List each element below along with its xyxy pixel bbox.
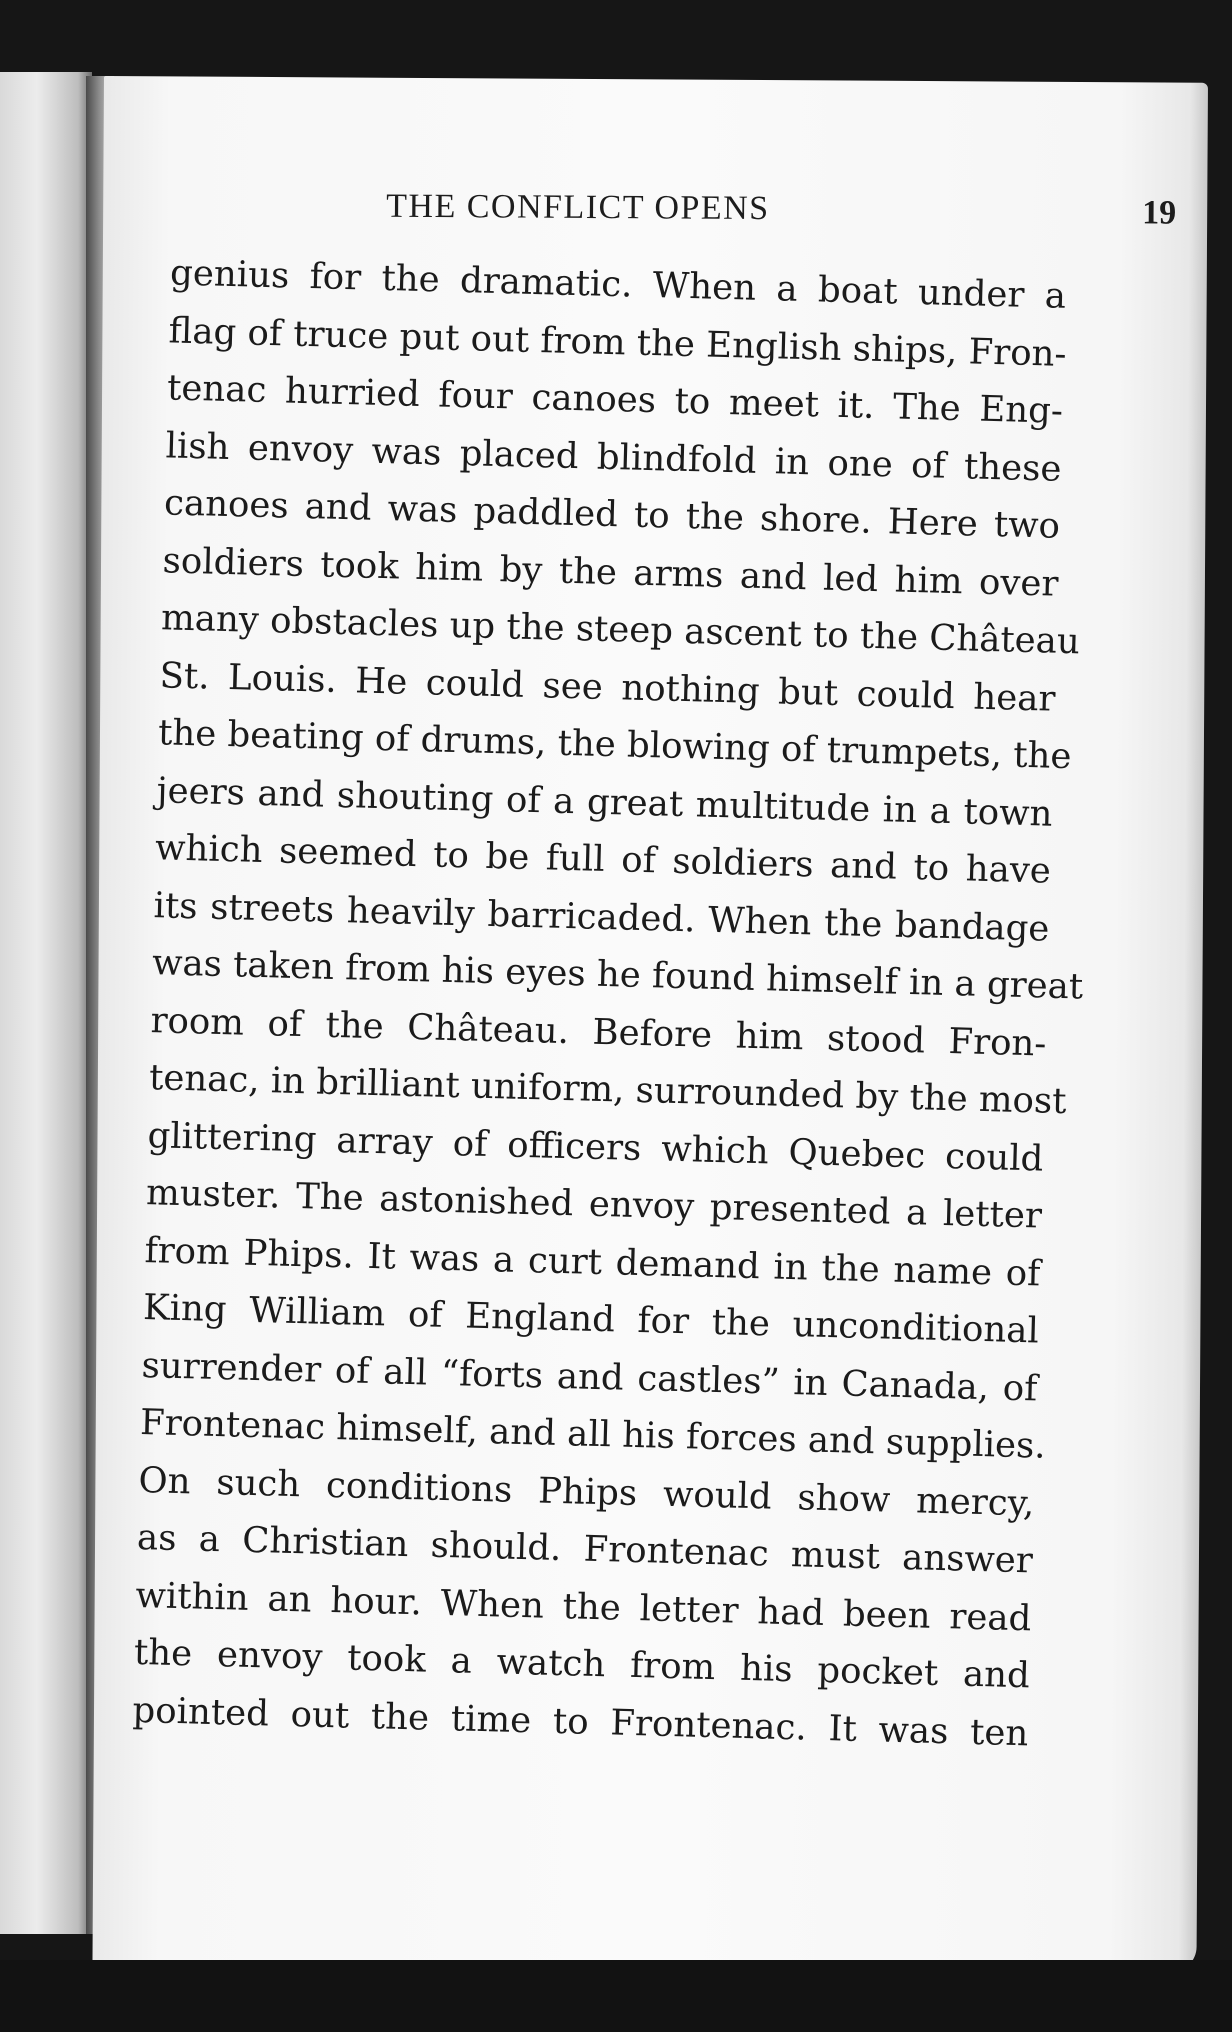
- text-line: its streets heavily barricaded. When the bandage: [153, 884, 1050, 950]
- previous-page-edge: [0, 72, 92, 1934]
- text-line: tenac, in brilliant uniform, surrounded by the most: [148, 1057, 1067, 1123]
- text-line: the envoy took a watch from his pocket and: [133, 1631, 1031, 1697]
- text-line: genius for the dramatic. When a boat under a: [169, 252, 1067, 317]
- text-line: On such conditions Phips would show mercy,: [138, 1459, 1035, 1524]
- text-line: pointed out the time to Frontenac. It was ten: [132, 1689, 1029, 1754]
- running-head: [386, 188, 1176, 241]
- scanner-background: [0, 1960, 1232, 2032]
- text-line: room of the Château. Before him stood Fron-: [150, 999, 1047, 1065]
- text-line: St. Louis. He could see nothing but could hear: [159, 654, 1056, 720]
- text-line: jeers and shouting of a great multitude in a town: [156, 769, 1053, 835]
- text-line: soldiers took him by the arms and led him over: [162, 539, 1059, 605]
- text-line: within an hour. When the letter had been read: [135, 1574, 1032, 1639]
- text-line: glittering array of officers which Quebec could: [147, 1114, 1044, 1180]
- body-text: [132, 244, 1084, 1762]
- text-line: which seemed to be full of soldiers and to have: [154, 827, 1052, 892]
- page-edge-shadow: [1178, 83, 1208, 1973]
- text-line: from Phips. It was a curt demand in the name of: [144, 1229, 1041, 1295]
- text-line: tenac hurried four canoes to meet it. The Eng-: [166, 367, 1064, 432]
- text-line: King William of England for the unconditional: [142, 1287, 1040, 1352]
- page-number: 19: [1142, 194, 1177, 232]
- book-page: [92, 76, 1208, 1973]
- text-line: surrender of all “forts and castles” in Canada, of: [141, 1344, 1038, 1409]
- text-line: Frontenac himself, and all his forces and supplies.: [139, 1402, 1047, 1467]
- chapter-title: THE CONFLICT OPENS: [386, 187, 770, 228]
- text-line: canoes and was paddled to the shore. Here two: [163, 482, 1061, 547]
- text-line: was taken from his eyes he found himself in a great: [151, 942, 1084, 1008]
- text-line: flag of truce put out from the English ships, Fron-: [168, 309, 1068, 375]
- text-line: as a Christian should. Frontenac must answer: [136, 1516, 1034, 1582]
- text-line: the beating of drums, the blowing of trumpets, the: [157, 712, 1073, 778]
- text-line: many obstacles up the steep ascent to the Château: [160, 597, 1081, 663]
- text-line: lish envoy was placed blindfold in one of these: [165, 424, 1062, 490]
- text-line: muster. The astonished envoy presented a letter: [145, 1172, 1043, 1237]
